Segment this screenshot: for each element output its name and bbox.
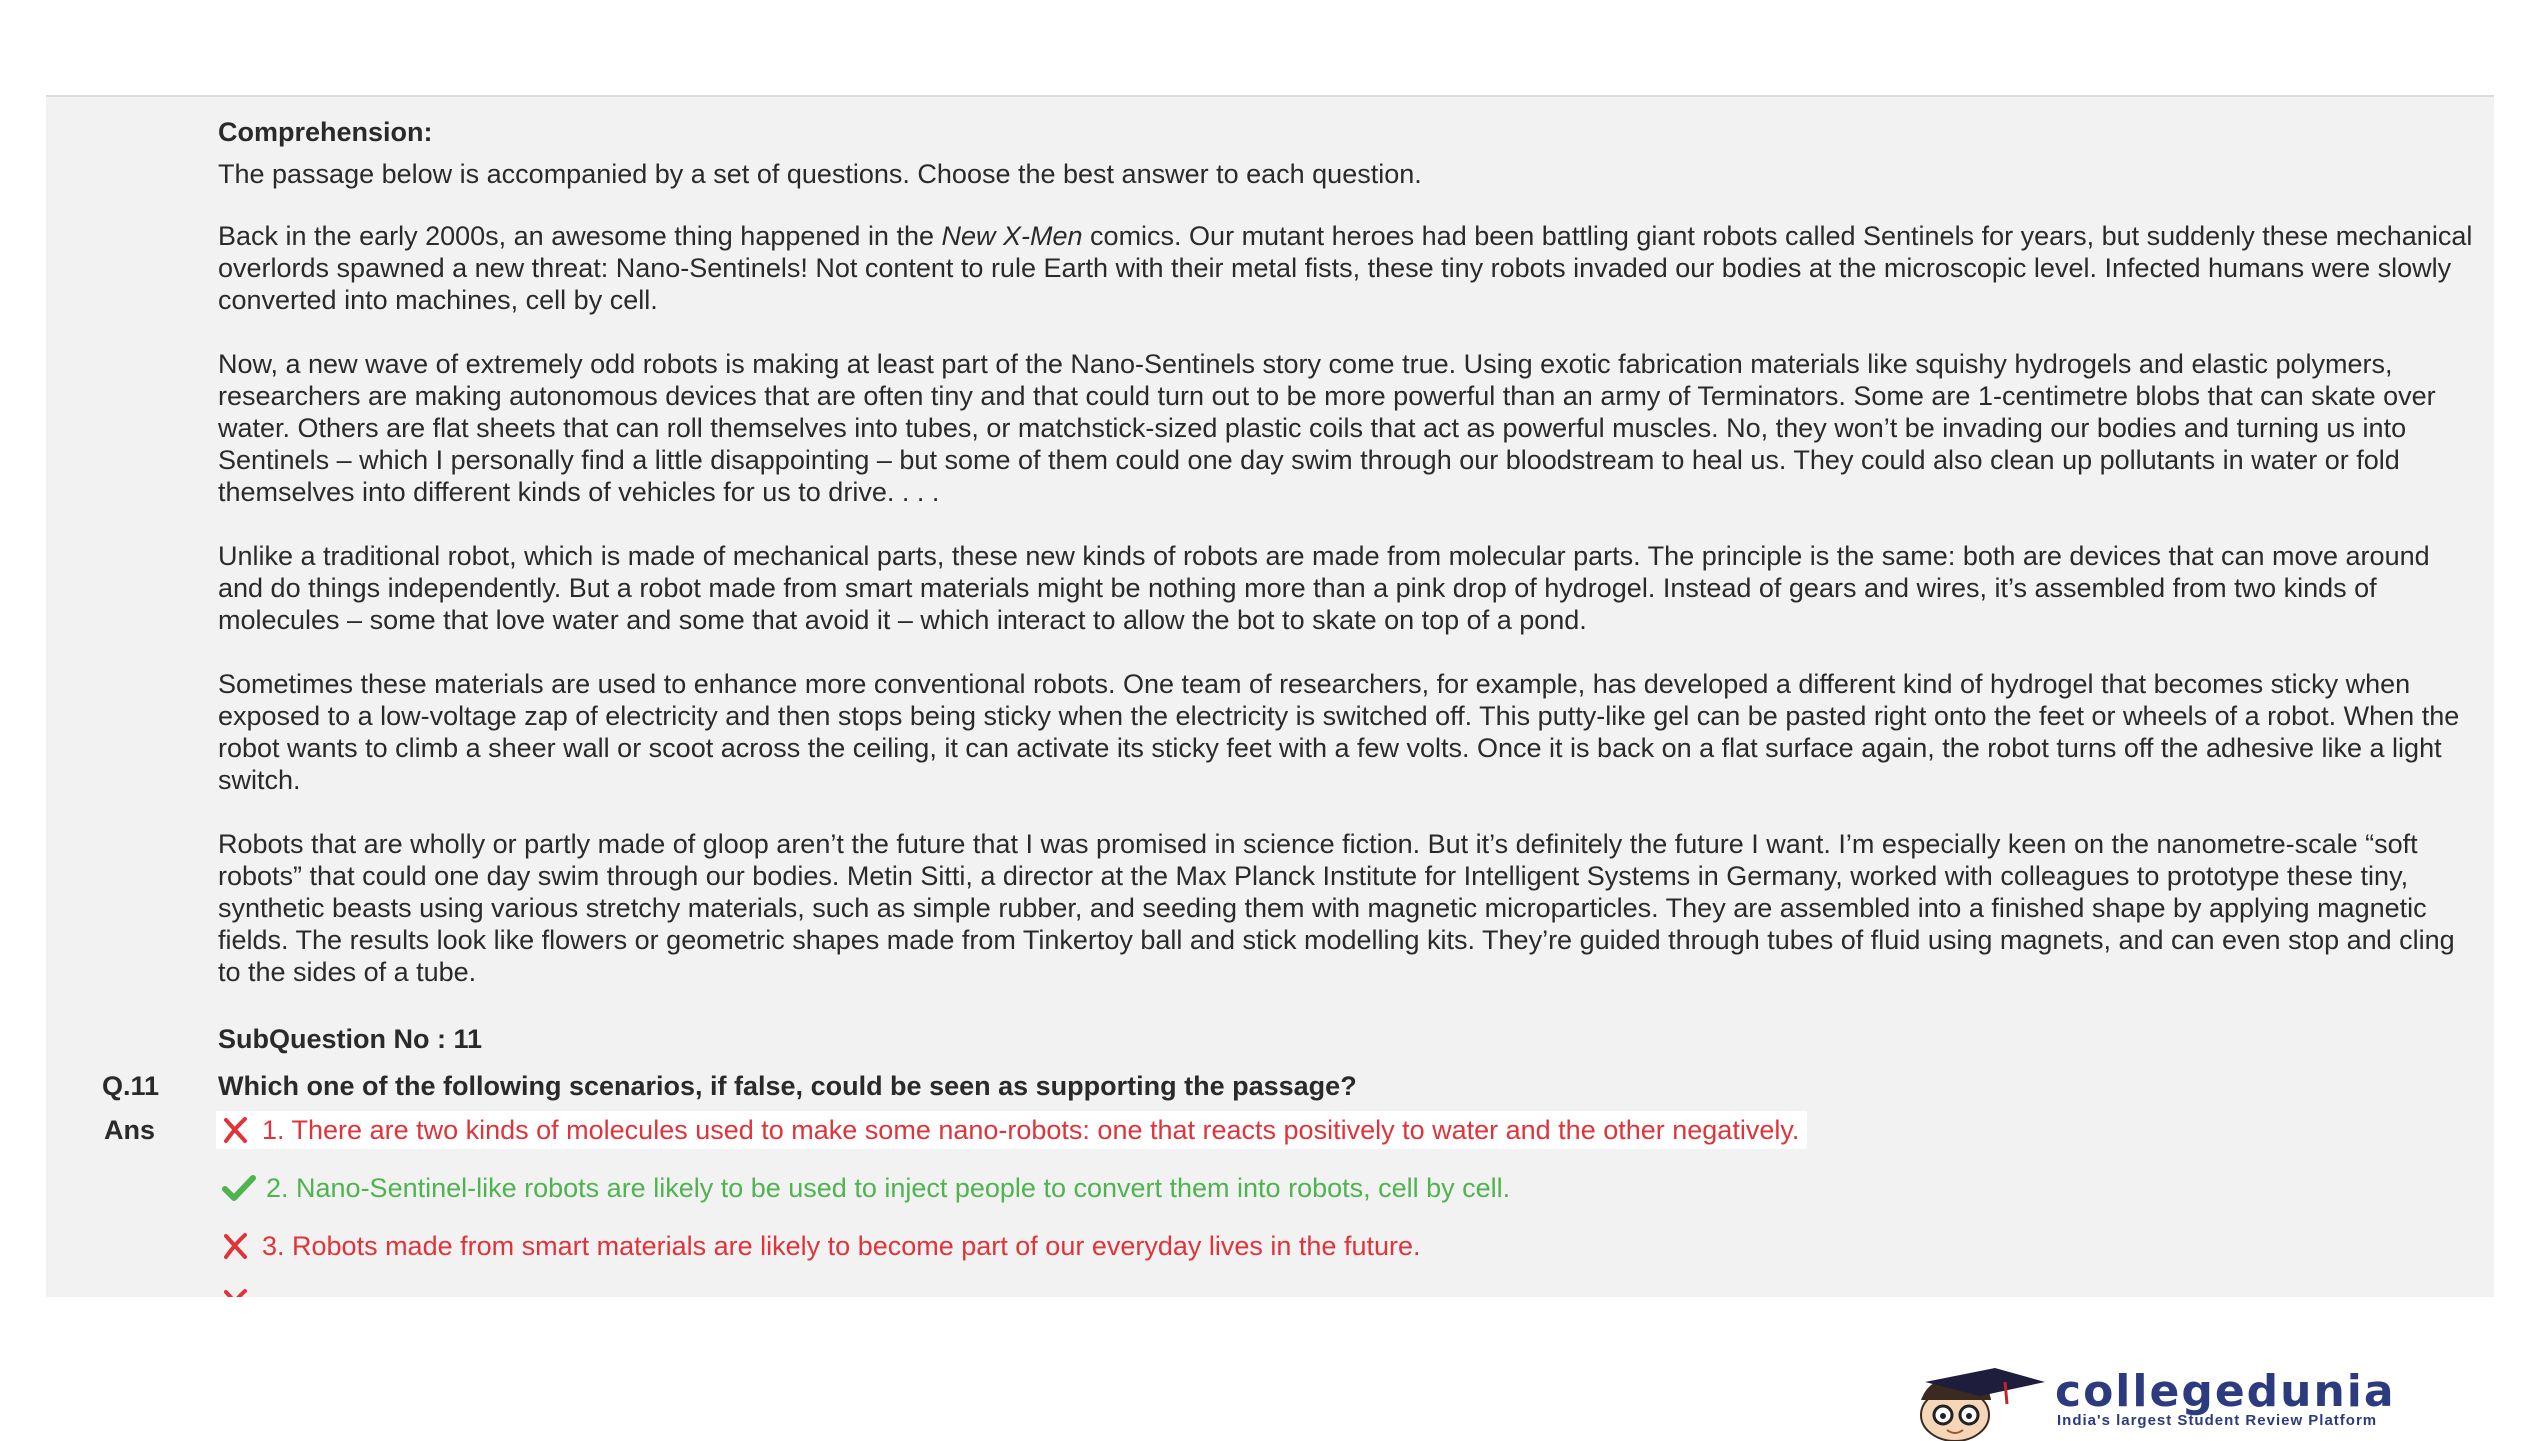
answer-label: Ans: [104, 1115, 156, 1145]
cross-icon: [218, 1285, 252, 1297]
passage-paragraph-4: Sometimes these materials are used to enhance more conventional robots. One team of researchers, for example, has developed a different kind of hydrogel that becomes sticky when exposed to a low-voltage zap of electricity and then stops being sticky when the electricity is switched off. This putty-like gel can be pasted right onto the feet or wheels of a robot. When the robot wants to climb a sheer wall or scoot across the ceiling, it can activate its sticky feet with a few volts. Once it is back on a flat surface again, the robot turns off the adhesive like a light switch.: [218, 669, 2460, 795]
logo-wordmark: collegedunia: [2055, 1366, 2396, 1417]
checkmark-icon: [222, 1171, 256, 1205]
option-1-text: 1. There are two kinds of molecules used to make some nano-robots: one that reacts positively to water and the other negatively.: [262, 1115, 1800, 1145]
option-2[interactable]: [222, 1171, 1510, 1205]
passage-paragraph-2: Now, a new wave of extremely odd robots is making at least part of the Nano-Sentinels story come true. Using exotic fabrication materials like squishy hydrogels and elastic polymers, researchers are making autonomous devices that are often tiny and that could turn out to be more powerful than an army of Terminators. Some are 1-centimetre blobs that can skate over water. Others are flat sheets that can roll themselves into tubes, or matchstick-sized plastic coils that act as powerful muscles. No, they won’t be invading our bodies and turning us into Sentinels – which I personally find a little disappointing – but some of them could one day swim through our bloodstream to heal us. They could also clean up pollutants in water or fold themselves into different kinds of vehicles for us to drive. . . .: [218, 349, 2436, 507]
option-2-text: 2. Nano-Sentinel-like robots are likely to be used to inject people to convert them into robots, cell by cell.: [266, 1173, 1511, 1203]
passage-paragraph-3: Unlike a traditional robot, which is made of mechanical parts, these new kinds of robots are made from molecular parts. The principle is the same: both are devices that can move around and do things independently. But a robot made from smart materials might be nothing more than a pink drop of hydrogel. Instead of gears and wires, it’s assembled from two kinds of molecules – some that love water and some that avoid it – which interact to allow the bot to skate on top of a pond.: [218, 541, 2430, 635]
option-4-partial: [218, 1285, 262, 1297]
mascot-icon: [1885, 1360, 2050, 1441]
cross-icon: [218, 1113, 252, 1147]
option-1[interactable]: [216, 1111, 1807, 1149]
logo-tagline: India's largest Student Review Platform: [2057, 1412, 2378, 1429]
passage-p1-end: comics. Our mutant heroes had been battling giant robots called Sentinels for years, but suddenly these mechanical overlords spawned a new threat: Nano-Sentinels! Not content to rule Earth with their metal fists, these tiny robots invaded our bodies at the microscopic level. Infected humans were slowly converted into machines, cell by cell.: [218, 221, 2473, 315]
option-3[interactable]: [218, 1229, 1421, 1263]
passage-paragraph-1: [218, 220, 2480, 316]
cross-icon: [218, 1229, 252, 1263]
passage-p1-italic: New X-Men: [941, 221, 1083, 251]
collegedunia-logo: [1885, 1360, 2525, 1441]
comprehension-section: [218, 115, 2480, 1020]
comprehension-intro: The passage below is accompanied by a set of questions. Choose the best answer to each question.: [218, 159, 1422, 189]
passage-p1-start: Back in the early 2000s, an awesome thing happened in the: [218, 221, 942, 251]
question-text: Which one of the following scenarios, if false, could be seen as supporting the passage?: [218, 1071, 1357, 1101]
subquestion-label: SubQuestion No : 11: [218, 1024, 483, 1054]
passage-paragraph-5: Robots that are wholly or partly made of gloop aren’t the future that I was promised in science fiction. But it’s definitely the future I want. I’m especially keen on the nanometre-scale “soft robots” that could one day swim through our bodies. Metin Sitti, a director at the Max Planck Institute for Intelligent Systems in Germany, worked with colleagues to prototype these tiny, synthetic beasts using various stretchy materials, such as simple rubber, and seeding them with magnetic microparticles. They are assembled into a finished shape by applying magnetic fields. The results look like flowers or geometric shapes made from Tinkertoy ball and stick modelling kits. They’re guided through tubes of fluid using magnets, and can even stop and cling to the sides of a tube.: [218, 829, 2455, 987]
comprehension-heading: Comprehension:: [218, 117, 433, 147]
question-number: Q.11: [102, 1071, 160, 1101]
question-panel: [46, 95, 2494, 1297]
option-3-text: 3. Robots made from smart materials are likely to become part of our everyday lives in the future.: [262, 1231, 1421, 1261]
